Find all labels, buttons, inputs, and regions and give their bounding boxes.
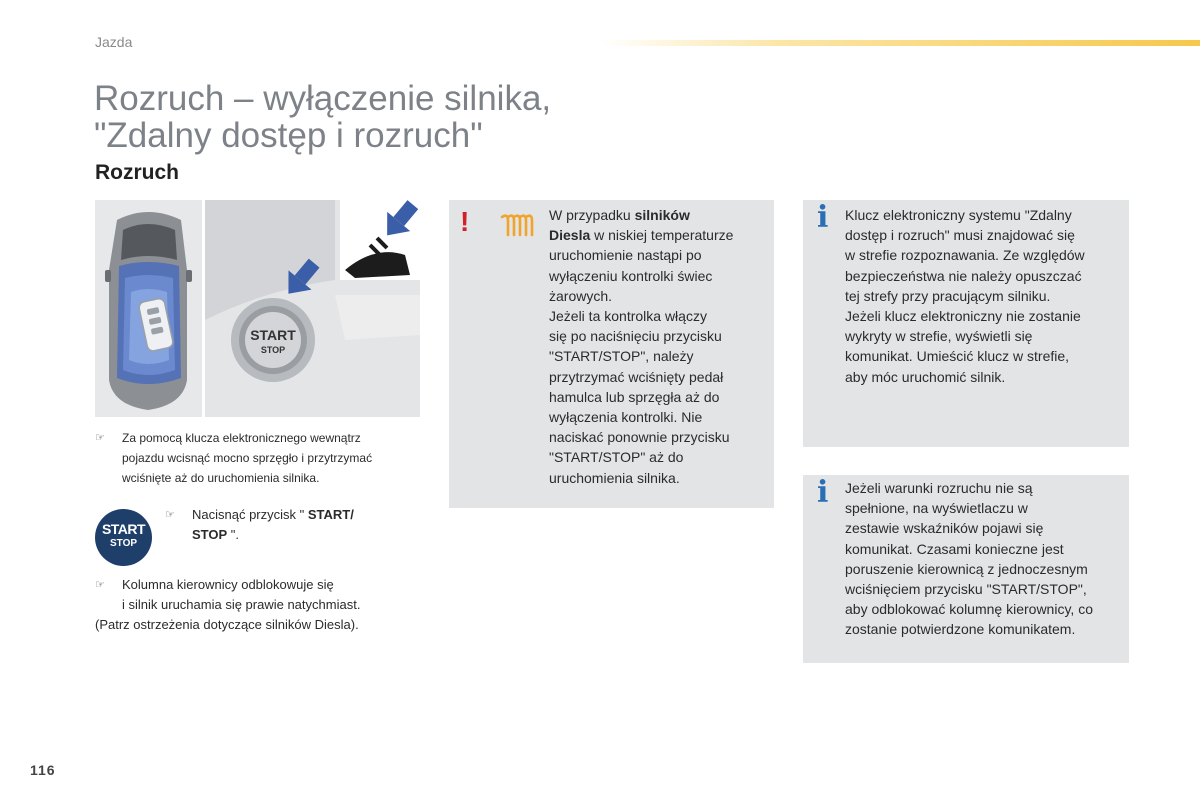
- info1-line-7: komunikat. Umieścić klucz w strefie,: [845, 348, 1070, 365]
- pointing-hand-icon: ☞: [165, 509, 175, 521]
- info1-line-3: bezpieczeństwa nie należy opuszczać: [845, 267, 1082, 284]
- warning-line-8: przytrzymać wciśnięty pedał: [549, 368, 724, 385]
- car-top-view-icon: [95, 200, 202, 417]
- warning-exclamation-icon: !: [460, 206, 470, 237]
- warning-line-10: wyłączenia kontrolki. Nie: [549, 409, 703, 426]
- info-icon: i: [817, 475, 829, 510]
- instruction-1: [95, 428, 425, 488]
- instruction-2-bold1: START/: [307, 507, 354, 522]
- instruction-2-prefix: Nacisnąć przycisk ": [192, 507, 308, 522]
- info1-line-1: dostęp i rozruch" musi znajdować się: [845, 227, 1075, 244]
- info1-line-4: tej strefy przy pracującym silniku.: [845, 287, 1051, 304]
- info1-line-0: Klucz elektroniczny systemu "Zdalny: [845, 207, 1072, 223]
- warning-line-13: uruchomienia silnika.: [549, 469, 680, 486]
- warning-line-9: hamulca lub sprzęgła aż do: [549, 388, 720, 405]
- info1-line-5: Jeżeli klucz elektroniczny nie zostanie: [845, 308, 1081, 325]
- warning-line-11: naciskać ponownie przycisku: [549, 429, 730, 446]
- glow-plug-svg: [500, 213, 536, 239]
- info-icon: i: [817, 200, 829, 235]
- info2-line-6: aby odblokować kolumnę kierownicy, co: [845, 601, 1093, 618]
- glow-plug-icon: [500, 213, 536, 244]
- info2-line-2: zestawie wskaźników pojawi się: [845, 520, 1044, 537]
- page-title-line2: "Zdalny dostęp i rozruch": [94, 116, 483, 155]
- start-badge-line1: START: [101, 521, 146, 537]
- section-label: Jazda: [95, 34, 133, 50]
- button-stop-label: STOP: [260, 345, 286, 355]
- instruction-3: [95, 575, 425, 635]
- warning-line-0: [549, 205, 769, 225]
- page-title: [94, 80, 551, 154]
- car-key-illustration: [95, 200, 202, 417]
- instruction-2-suffix: ".: [227, 527, 240, 542]
- instruction-3-line3: (Patrz ostrzeżenia dotyczące silników Diesla).: [95, 617, 359, 632]
- dashboard-button-icon: [205, 200, 420, 417]
- page-title-line1: Rozruch – wyłączenie silnika,: [94, 79, 552, 118]
- start-badge-line2: STOP: [109, 538, 138, 549]
- warning-line-5: Jeżeli ta kontrolka włączy: [549, 308, 707, 325]
- instruction-1-line2: pojazdu wcisnąć mocno sprzęgło i przytrzymać: [122, 451, 373, 465]
- info2-line-7: zostanie potwierdzone komunikatem.: [845, 621, 1076, 638]
- button-start-label: START: [250, 327, 296, 343]
- info2-line-4: poruszenie kierownicą z jednoczesnym: [845, 560, 1088, 577]
- info2-line-5: wciśnięciem przycisku "START/STOP",: [845, 581, 1087, 598]
- page-number: 116: [30, 762, 56, 778]
- warning-line-7: "START/STOP", należy: [549, 348, 694, 365]
- warning-line-6: się po naciśnięciu przycisku: [549, 328, 722, 345]
- info2-line-0: Jeżeli warunki rozruchu nie są: [845, 480, 1033, 496]
- warning-line-4: żarowych.: [549, 287, 613, 304]
- instruction-2: [165, 505, 415, 545]
- info-box2-text: [845, 478, 1127, 640]
- info1-line-2: w strefie rozpoznawania. Ze względów: [845, 247, 1085, 264]
- warning-line-2: uruchomienie nastąpi po: [549, 247, 702, 264]
- start-button-illustration: [205, 200, 420, 417]
- instruction-1-line1: Za pomocą klucza elektronicznego wewnątrz: [122, 431, 361, 445]
- warning-text: [549, 205, 769, 488]
- pointing-hand-icon: ☞: [95, 432, 105, 444]
- header-accent-bar: [600, 40, 1200, 46]
- start-stop-badge: [95, 509, 152, 566]
- info1-line-6: wykryty w strefie, wyświetli się: [845, 328, 1033, 345]
- pointing-hand-icon: ☞: [95, 579, 105, 591]
- instruction-1-line3: wciśnięte aż do uruchomienia silnika.: [122, 471, 320, 485]
- warning-line-1-bold: Diesla: [549, 227, 591, 244]
- warning-line-3: wyłączeniu kontrolki świec: [549, 267, 713, 284]
- warning-line-0-prefix: W przypadku: [549, 207, 635, 223]
- section-subtitle: Rozruch: [95, 161, 179, 184]
- info2-line-1: spełnione, na wyświetlaczu w: [845, 500, 1028, 517]
- instruction-2-bold2: STOP: [192, 527, 228, 542]
- warning-line-1: [549, 225, 769, 245]
- warning-line-1-rest: w niskiej temperaturze: [590, 227, 734, 244]
- warning-line-0-bold: silników: [634, 207, 690, 223]
- instruction-3-line1: Kolumna kierownicy odblokowuje się: [122, 577, 334, 592]
- info-box1-text: [845, 205, 1125, 387]
- warning-line-12: "START/STOP" aż do: [549, 449, 684, 466]
- info2-line-3: komunikat. Czasami konieczne jest: [845, 540, 1064, 557]
- info1-line-8: aby móc uruchomić silnik.: [845, 368, 1006, 385]
- instruction-3-line2: i silnik uruchamia się prawie natychmiast.: [122, 597, 361, 612]
